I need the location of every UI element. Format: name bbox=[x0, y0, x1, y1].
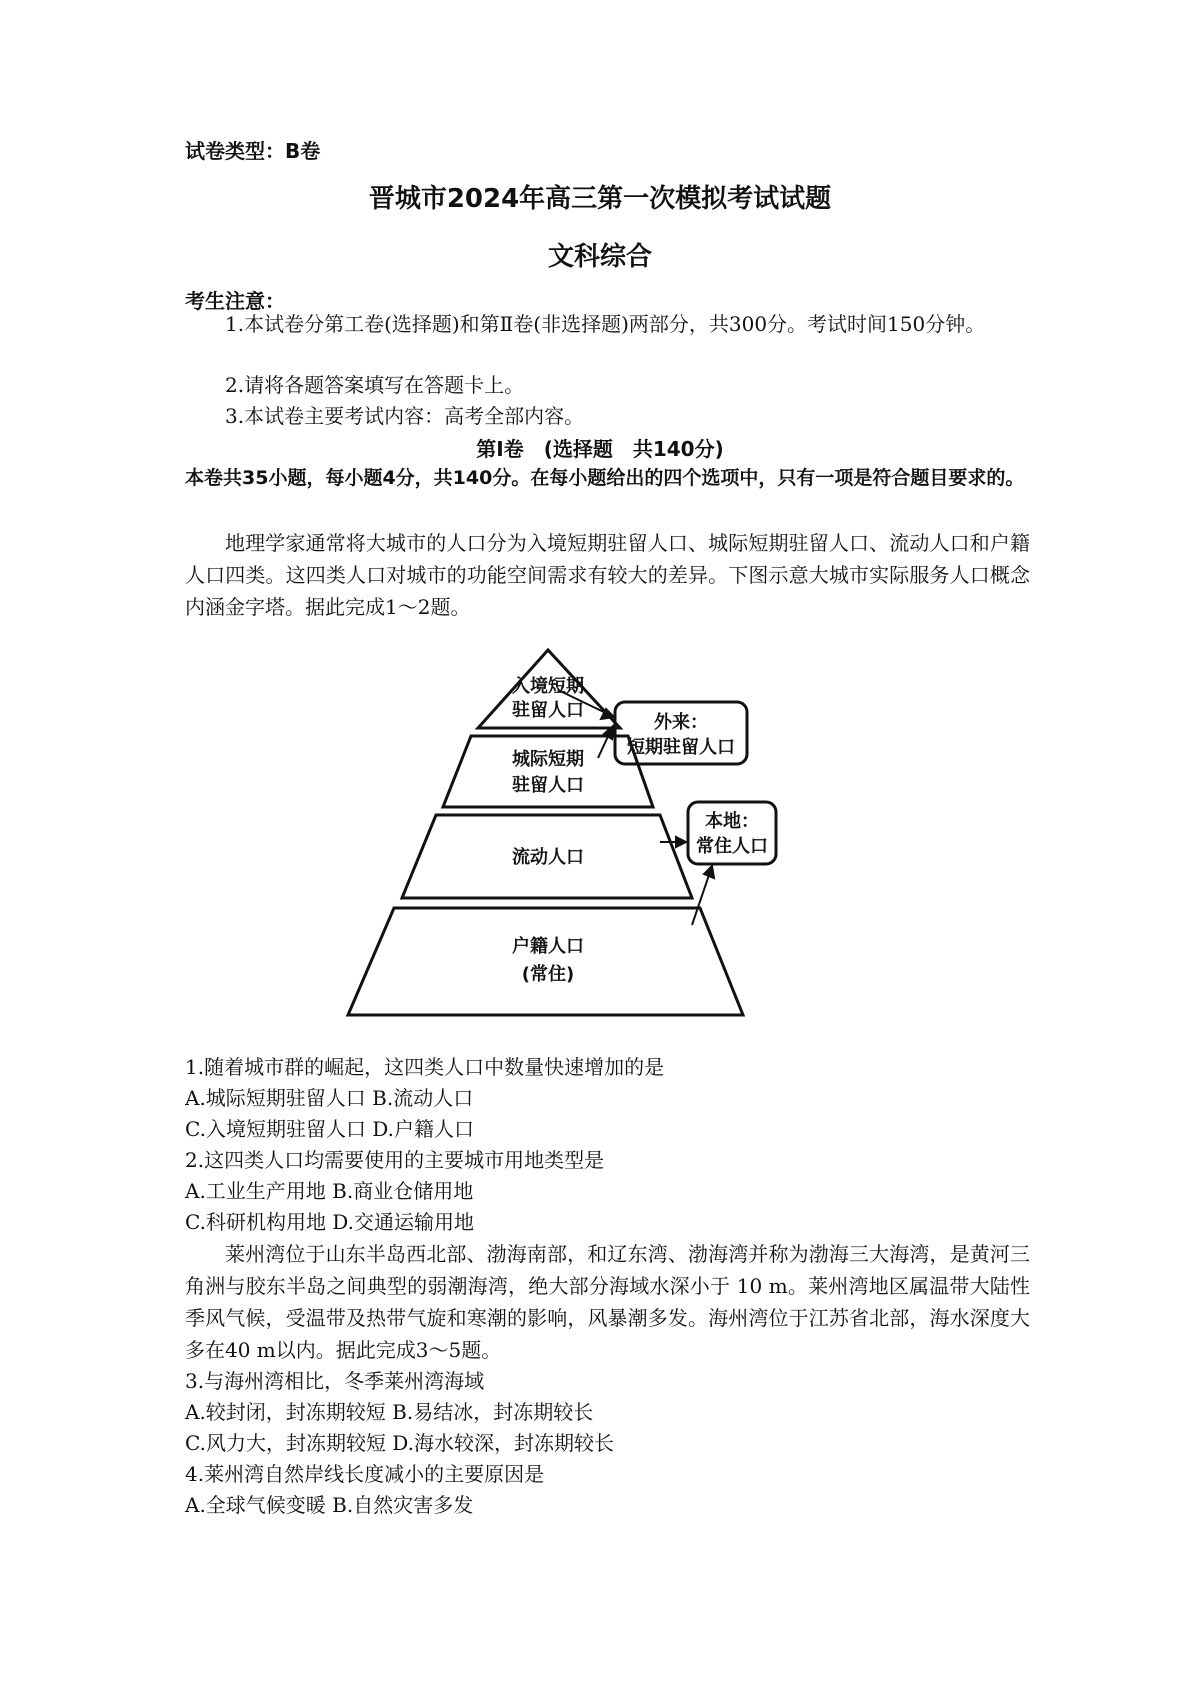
section-instruction: 本卷共35小题，每小题4分，共140分。在每小题给出的四个选项中，只有一项是符合题目要求的。 bbox=[185, 467, 1025, 489]
arrowhead bbox=[676, 837, 686, 847]
question-2-options-2: C.科研机构用地 D.交通运输用地 bbox=[185, 1210, 474, 1234]
tier1-label-line1: 入境短期 bbox=[512, 676, 584, 697]
passage-1: 地理学家通常将大城市的人口分为入境短期驻留人口、城际短期驻留人口、流动人口和户籍人口四类。这四类人口对城市的功能空间需求有较大的差异。下图示意大城市实际服务人口概念内涵金字塔。据此完成1～2题。 bbox=[185, 531, 1030, 619]
question-3-options-2: C.风力大，封冻期较短 D.海水较深，封冻期较长 bbox=[185, 1431, 614, 1455]
population-pyramid-diagram bbox=[330, 640, 830, 1040]
question-2-options-1: A.工业生产用地 B.商业仓储用地 bbox=[185, 1179, 474, 1203]
tier2-label-line2: 驻留人口 bbox=[512, 775, 584, 796]
question-1-options-2: C.入境短期驻留人口 D.户籍人口 bbox=[185, 1117, 474, 1141]
question-4-stem: 4.莱州湾自然岸线长度减小的主要原因是 bbox=[185, 1462, 545, 1486]
pyramid-tier-2 bbox=[443, 736, 653, 807]
box-local-line2: 常住人口 bbox=[696, 836, 768, 857]
notice-item-1: 1.本试卷分第工卷(选择题)和第Ⅱ卷(非选择题)两部分，共300分。考试时间150分钟。 bbox=[225, 312, 986, 336]
tier3-label: 流动人口 bbox=[512, 847, 584, 868]
exam-subtitle: 文科综合 bbox=[547, 242, 652, 272]
tier4-label-line2: (常住) bbox=[521, 964, 575, 985]
notice-item-2: 2.请将各题答案填写在答题卡上。 bbox=[225, 373, 525, 397]
tier1-label-line2: 驻留人口 bbox=[512, 700, 584, 721]
tier2-label-line1: 城际短期 bbox=[512, 749, 584, 770]
box-local-line1: 本地： bbox=[705, 811, 759, 832]
arrow-tier4-to-local bbox=[692, 872, 710, 925]
section-heading: 第Ⅰ卷 (选择题 共140分) bbox=[476, 437, 724, 461]
question-3-stem: 3.与海州湾相比，冬季莱州湾海域 bbox=[185, 1369, 485, 1393]
exam-title: 晋城市2024年高三第一次模拟考试试题 bbox=[368, 184, 832, 214]
pyramid-tier-4 bbox=[348, 908, 743, 1015]
notice-heading: 考生注意： bbox=[185, 289, 285, 313]
paper-type: 试卷类型：B卷 bbox=[185, 139, 321, 163]
question-1-stem: 1.随着城市群的崛起，这四类人口中数量快速增加的是 bbox=[185, 1055, 665, 1079]
question-4-options-1: A.全球气候变暖 B.自然灾害多发 bbox=[185, 1493, 474, 1517]
question-2-stem: 2.这四类人口均需要使用的主要城市用地类型是 bbox=[185, 1148, 605, 1172]
question-3-options-1: A.较封闭，封冻期较短 B.易结冰，封冻期较长 bbox=[185, 1400, 594, 1424]
question-1-options-1: A.城际短期驻留人口 B.流动人口 bbox=[185, 1086, 474, 1110]
tier4-label-line1: 户籍人口 bbox=[512, 936, 584, 957]
box-external-line2: 短期驻留人口 bbox=[627, 737, 735, 758]
passage-2: 莱州湾位于山东半岛西北部、渤海南部，和辽东湾、渤海湾并称为渤海三大海湾，是黄河三角洲与胶东半岛之间典型的弱潮海湾，绝大部分海域水深小于 10 m。莱州湾地区属温带大陆性季风气候，受温带及热带气旋和寒潮的影响，风暴潮多发。海州湾位于江苏省北部，海水深度大多在40 m以内。据此完成3～5题。 bbox=[185, 1242, 1030, 1362]
arrowhead bbox=[704, 866, 714, 878]
box-external-line1: 外来： bbox=[654, 712, 708, 733]
notice-item-3: 3.本试卷主要考试内容：高考全部内容。 bbox=[225, 404, 585, 428]
